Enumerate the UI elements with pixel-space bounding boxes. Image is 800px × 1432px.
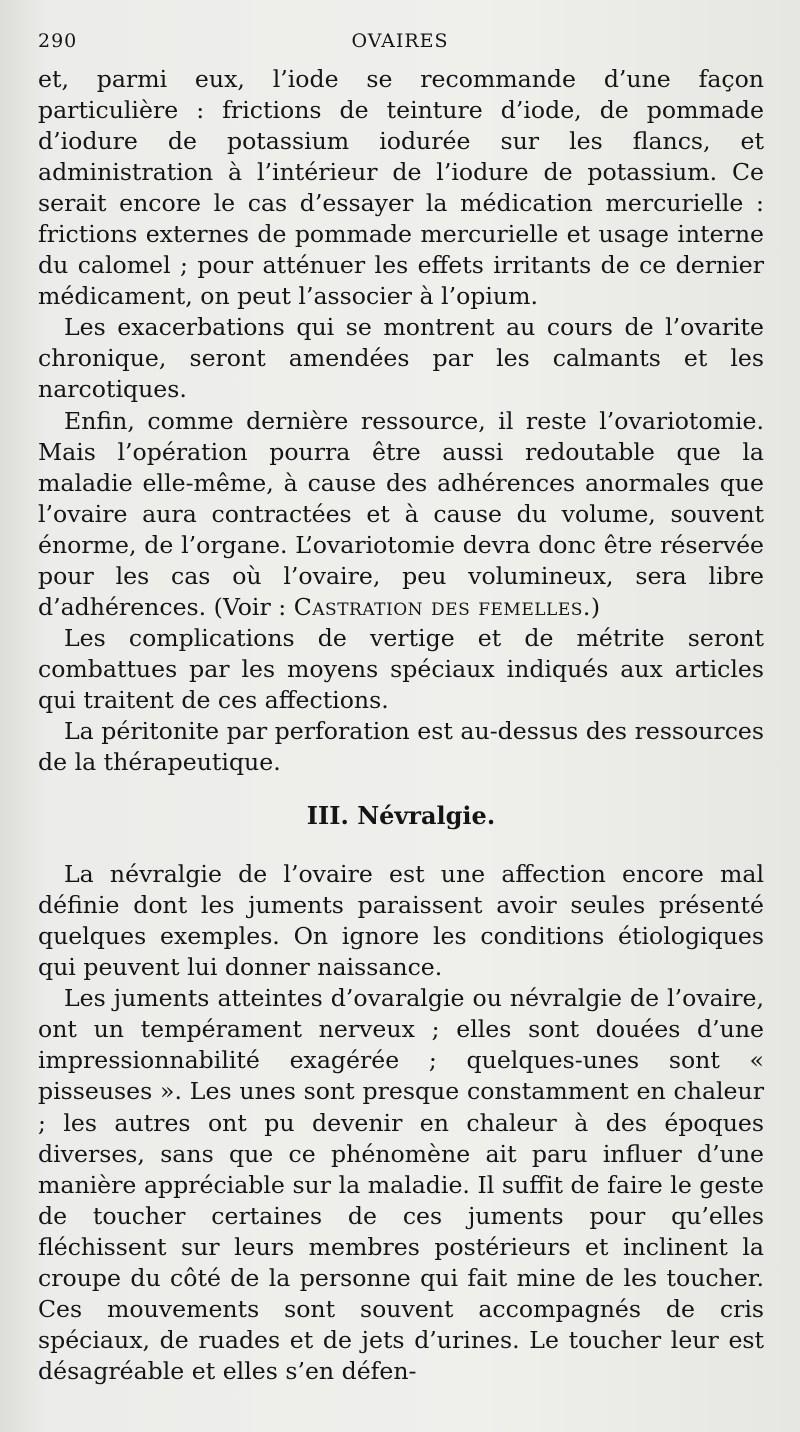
body-text xyxy=(38,64,764,1387)
paragraph-treatment-iodine: et, parmi eux, l’iode se recommande d’une façon particulière : frictions de teinture d’iode, de pommade d’iodure de potassium iodurée sur les flancs, et administration à l’intérieur de l’iodure de potassium. Ce serait encore le cas d’essayer la médication mercurielle : frictions externes de pommade mercurielle et usage interne du calomel ; pour atténuer les effets irritants de ce dernier médicament, on peut l’associer à l’opium. xyxy=(38,65,764,311)
page-header xyxy=(38,30,762,60)
paragraph-complications: Les complications de vertige et de métrite seront combattues par les moyens spéciaux indiqués aux articles qui traitent de ces affections. xyxy=(38,623,764,714)
running-head: OVAIRES xyxy=(351,30,449,52)
page-number: 290 xyxy=(38,30,78,52)
paragraph-exacerbations: Les exacerbations qui se montrent au cours de l’ovarite chronique, seront amendées par les calmants et les narcotiques. xyxy=(38,313,764,404)
paragraph-neuralgia-symptoms: Les juments atteintes d’ovaralgie ou névralgie de l’ovaire, ont un tempérament nerveux ; elles sont douées d’une impressionnabilité exagérée ; quelques-unes sont « pisseuses ». Les unes sont presque constamment en chaleur ; les autres ont pu devenir en chaleur à des époques diverses, sans que ce phénomène ait paru influer d’une manière appréciable sur la maladie. Il suffit de faire le geste de toucher certaines de ces juments pour qu’elles fléchissent sur leurs membres postérieurs et inclinent la croupe du côté de la personne qui fait mine de les toucher. Ces mouvements sont souvent accompagnés de cris spéciaux, de ruades et de jets d’urines. Le toucher leur est désagréable et elles s’en défen- xyxy=(38,984,764,1385)
paragraph-ovariotomy xyxy=(38,406,764,623)
paragraph-peritonitis: La péritonite par perforation est au-dessus des ressources de la thérapeutique. xyxy=(38,716,764,777)
section-heading: III. Névralgie. xyxy=(306,801,496,831)
cross-reference-castration: Castration des femelles.) xyxy=(293,592,601,621)
ovariotomy-text: Enfin, comme dernière ressource, il reste l’ovariotomie. Mais l’opération pourra être aussi redoutable que la maladie elle-même, à cause des adhérences anormales que l’ovaire aura contractées et à cause du volume, souvent énorme, de l’organe. L’ovariotomie devra donc être réservée pour les cas où l’ovaire, peu volumineux, sera libre d’adhérences. (Voir : xyxy=(38,406,764,621)
paragraph-neuralgia-definition: La névralgie de l’ovaire est une affection encore mal définie dont les juments paraissent avoir seules présenté quelques exemples. On ignore les conditions étiologiques qui peuvent lui donner naissance. xyxy=(38,860,764,982)
